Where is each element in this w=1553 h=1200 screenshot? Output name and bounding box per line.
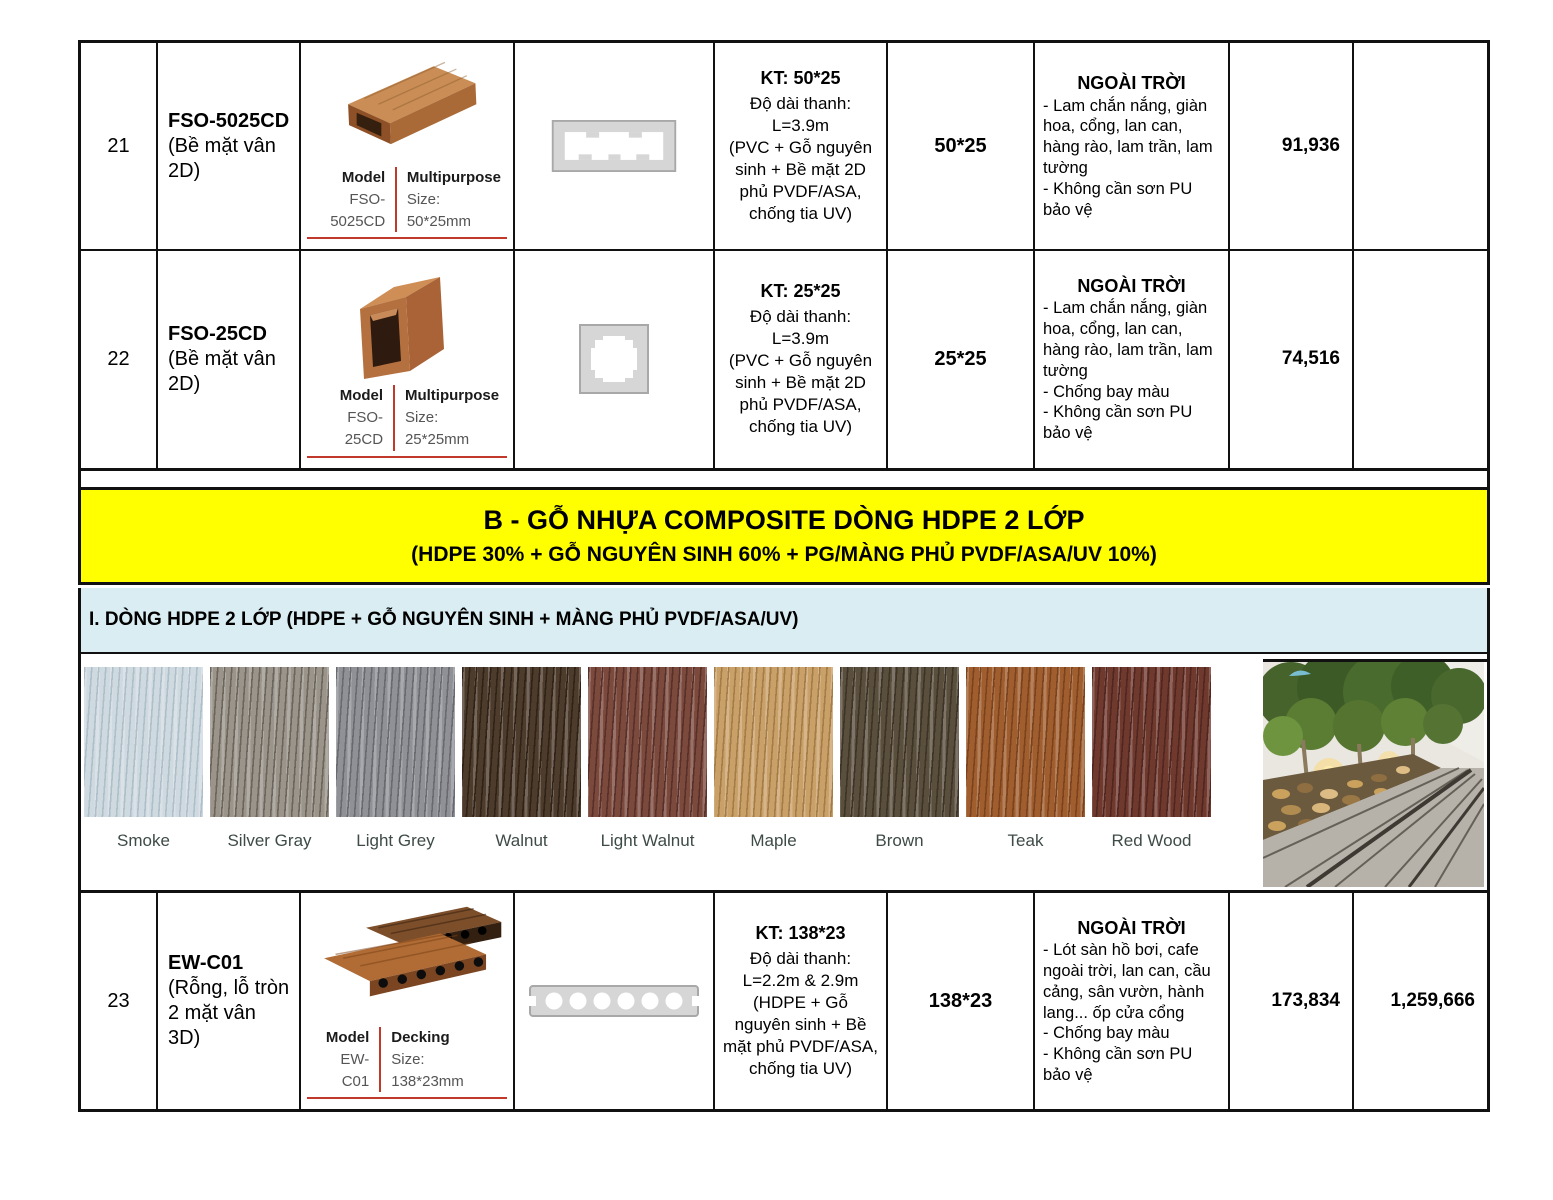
usage-lines: - Lót sàn hồ bơi, cafe ngoài trời, lan can, cầu cảng, sân vườn, hành lang... ốp cửa cổng - Chống bay màu - Không cần sơn PU bảo vệ (1043, 941, 1211, 1084)
swatch-label: Teak (1007, 831, 1044, 850)
section-banner-subtitle: (HDPE 30% + GỖ NGUYÊN SINH 60% + PG/MÀNG PHỦ PVDF/ASA/UV 10%) (411, 543, 1157, 566)
deck-photo (1263, 659, 1487, 887)
profile-rect-50x25-icon (549, 113, 679, 179)
product-photo (307, 899, 507, 1027)
subsection-label: I. DÒNG HDPE 2 LỚP (HDPE + GỖ NGUYÊN SINH + MÀNG PHỦ PVDF/ASA/UV) (89, 609, 799, 630)
section-banner (78, 487, 1490, 585)
profile-square-25x25-icon (574, 319, 654, 399)
rect-tube-product-image (312, 49, 502, 167)
swatch-texture (462, 667, 581, 817)
color-swatch (966, 667, 1085, 890)
color-swatch (84, 667, 203, 890)
swatch-label: Light Grey (356, 831, 435, 850)
usage-cell (1035, 251, 1230, 467)
caption-size-value: Size: 138*23mm (391, 1050, 464, 1090)
swatch-texture (1092, 667, 1211, 817)
secondary-price-cell (1354, 251, 1487, 467)
model-name: FSO-5025CD (168, 109, 290, 132)
spec-title: KT: 138*23 (755, 923, 846, 944)
caption-model-label: Model (325, 1029, 370, 1046)
swatch-texture (840, 667, 959, 817)
caption-model-value: FSO-5025CD (330, 190, 386, 230)
product-image-cell (301, 893, 515, 1109)
swatch-label: Walnut (495, 831, 548, 850)
model-cell (158, 893, 301, 1109)
row-number-cell: 22 (81, 251, 158, 467)
unit-price-cell: 173,834 (1230, 893, 1354, 1109)
caption-model-label: Model (341, 169, 386, 186)
swatch-texture (588, 667, 707, 817)
caption-model-label: Model (339, 387, 384, 405)
product-rows (81, 893, 1487, 1109)
product-image-cell (301, 251, 515, 467)
cross-section-cell (515, 43, 715, 249)
product-image-cell (301, 43, 515, 249)
secondary-price-cell: 1,259,666 (1390, 990, 1475, 1012)
product-rows (81, 43, 1487, 468)
usage-cell (1035, 43, 1230, 249)
caption-divider (393, 385, 395, 450)
table-row (81, 249, 1487, 467)
caption-size-value: Size: 50*25mm (406, 190, 472, 230)
size-cell: 138*23 (888, 893, 1035, 1109)
product-photo (307, 257, 507, 385)
color-swatch (714, 667, 833, 890)
color-swatch-strip (78, 654, 1490, 890)
spec-title: KT: 25*25 (760, 281, 841, 302)
swatch-label: Light Walnut (600, 831, 695, 850)
product-caption (307, 1027, 507, 1099)
spec-lines: Độ dài thanh: L=2.2m & 2.9m (HDPE + Gỗ nguyên sinh + Bề mặt phủ PVDF/ASA, chống tia UV) (723, 948, 878, 1078)
color-swatch (588, 667, 707, 890)
tree-foliage (1263, 662, 1484, 756)
model-name: FSO-25CD (168, 322, 267, 345)
color-swatch (210, 667, 329, 890)
usage-title: NGOÀI TRỜI (1077, 72, 1186, 93)
swatch-texture (210, 667, 329, 817)
swatch-label: Silver Gray (227, 831, 312, 850)
swatch-texture (966, 667, 1085, 817)
model-note: (Bề mặt vân 2D) (168, 134, 276, 182)
deck-board-product-image (307, 899, 507, 1027)
unit-price-cell: 91,936 (1230, 43, 1354, 249)
swatch-label: Smoke (117, 831, 170, 850)
model-name: EW-C01 (168, 952, 244, 975)
row-number-cell: 21 (81, 43, 158, 249)
subsection-bar (78, 588, 1490, 654)
model-cell (158, 43, 301, 249)
table-row (81, 893, 1487, 1109)
caption-model-value: FSO-25CD (344, 409, 384, 448)
product-photo (307, 49, 507, 167)
spec-cell (715, 893, 888, 1109)
caption-type-label: Decking (391, 1029, 450, 1046)
model-note: (Rỗng, lỗ tròn 2 mặt vân 3D) (168, 977, 290, 1050)
color-swatch (336, 667, 455, 890)
caption-divider (395, 167, 397, 232)
usage-title: NGOÀI TRỜI (1077, 917, 1186, 938)
unit-price-cell: 74,516 (1230, 251, 1354, 467)
caption-size-value: Size: 25*25mm (404, 409, 470, 448)
color-swatch (1092, 667, 1211, 890)
usage-title: NGOÀI TRỜI (1077, 275, 1186, 296)
model-cell (158, 251, 301, 467)
secondary-price-cell (1354, 43, 1487, 249)
color-swatch (840, 667, 959, 890)
caption-type-label: Multipurpose (406, 169, 501, 186)
product-caption (307, 385, 507, 457)
cross-section-cell (515, 893, 715, 1109)
caption-model-value: EW-C01 (340, 1050, 370, 1090)
product-table-upper (78, 40, 1490, 515)
usage-lines: - Lam chắn nắng, giàn hoa, cổng, lan can, hàng rào, lam trần, lam tường - Chống bay màu - Không cần sơn PU bảo vệ (1043, 299, 1213, 443)
size-cell: 25*25 (888, 251, 1035, 467)
spec-lines: Độ dài thanh: L=3.9m (PVC + Gỗ nguyên sinh + Bề mặt 2D phủ PVDF/ASA, chống tia UV) (728, 93, 873, 223)
section-banner-title: B - GỖ NHỰA COMPOSITE DÒNG HDPE 2 LỚP (483, 505, 1085, 535)
size-cell: 50*25 (888, 43, 1035, 249)
profile-deck-138x23-icon (526, 983, 702, 1019)
cross-section-cell (515, 251, 715, 467)
row-number-cell: 23 (81, 893, 158, 1109)
model-note: (Bề mặt vân 2D) (168, 347, 276, 395)
caption-divider (379, 1027, 381, 1092)
usage-lines: - Lam chắn nắng, giàn hoa, cổng, lan can, hàng rào, lam trần, lam tường - Không cần sơn PU bảo vệ (1043, 96, 1213, 219)
swatch-label: Brown (875, 831, 924, 850)
swatch-texture (714, 667, 833, 817)
swatch-texture (84, 667, 203, 817)
spec-cell (715, 251, 888, 467)
spec-title: KT: 50*25 (760, 68, 841, 89)
table-row (81, 43, 1487, 249)
swatch-label: Maple (750, 831, 797, 850)
product-table-lower (78, 890, 1490, 1112)
swatch-texture (336, 667, 455, 817)
swatch-label: Red Wood (1111, 831, 1192, 850)
caption-type-label: Multipurpose (404, 387, 500, 405)
color-swatch (462, 667, 581, 890)
square-tube-product-image (332, 257, 482, 385)
usage-cell (1035, 893, 1230, 1109)
product-caption (307, 167, 507, 239)
spec-lines: Độ dài thanh: L=3.9m (PVC + Gỗ nguyên sinh + Bề mặt 2D phủ PVDF/ASA, chống tia UV) (728, 306, 873, 437)
spec-cell (715, 43, 888, 249)
